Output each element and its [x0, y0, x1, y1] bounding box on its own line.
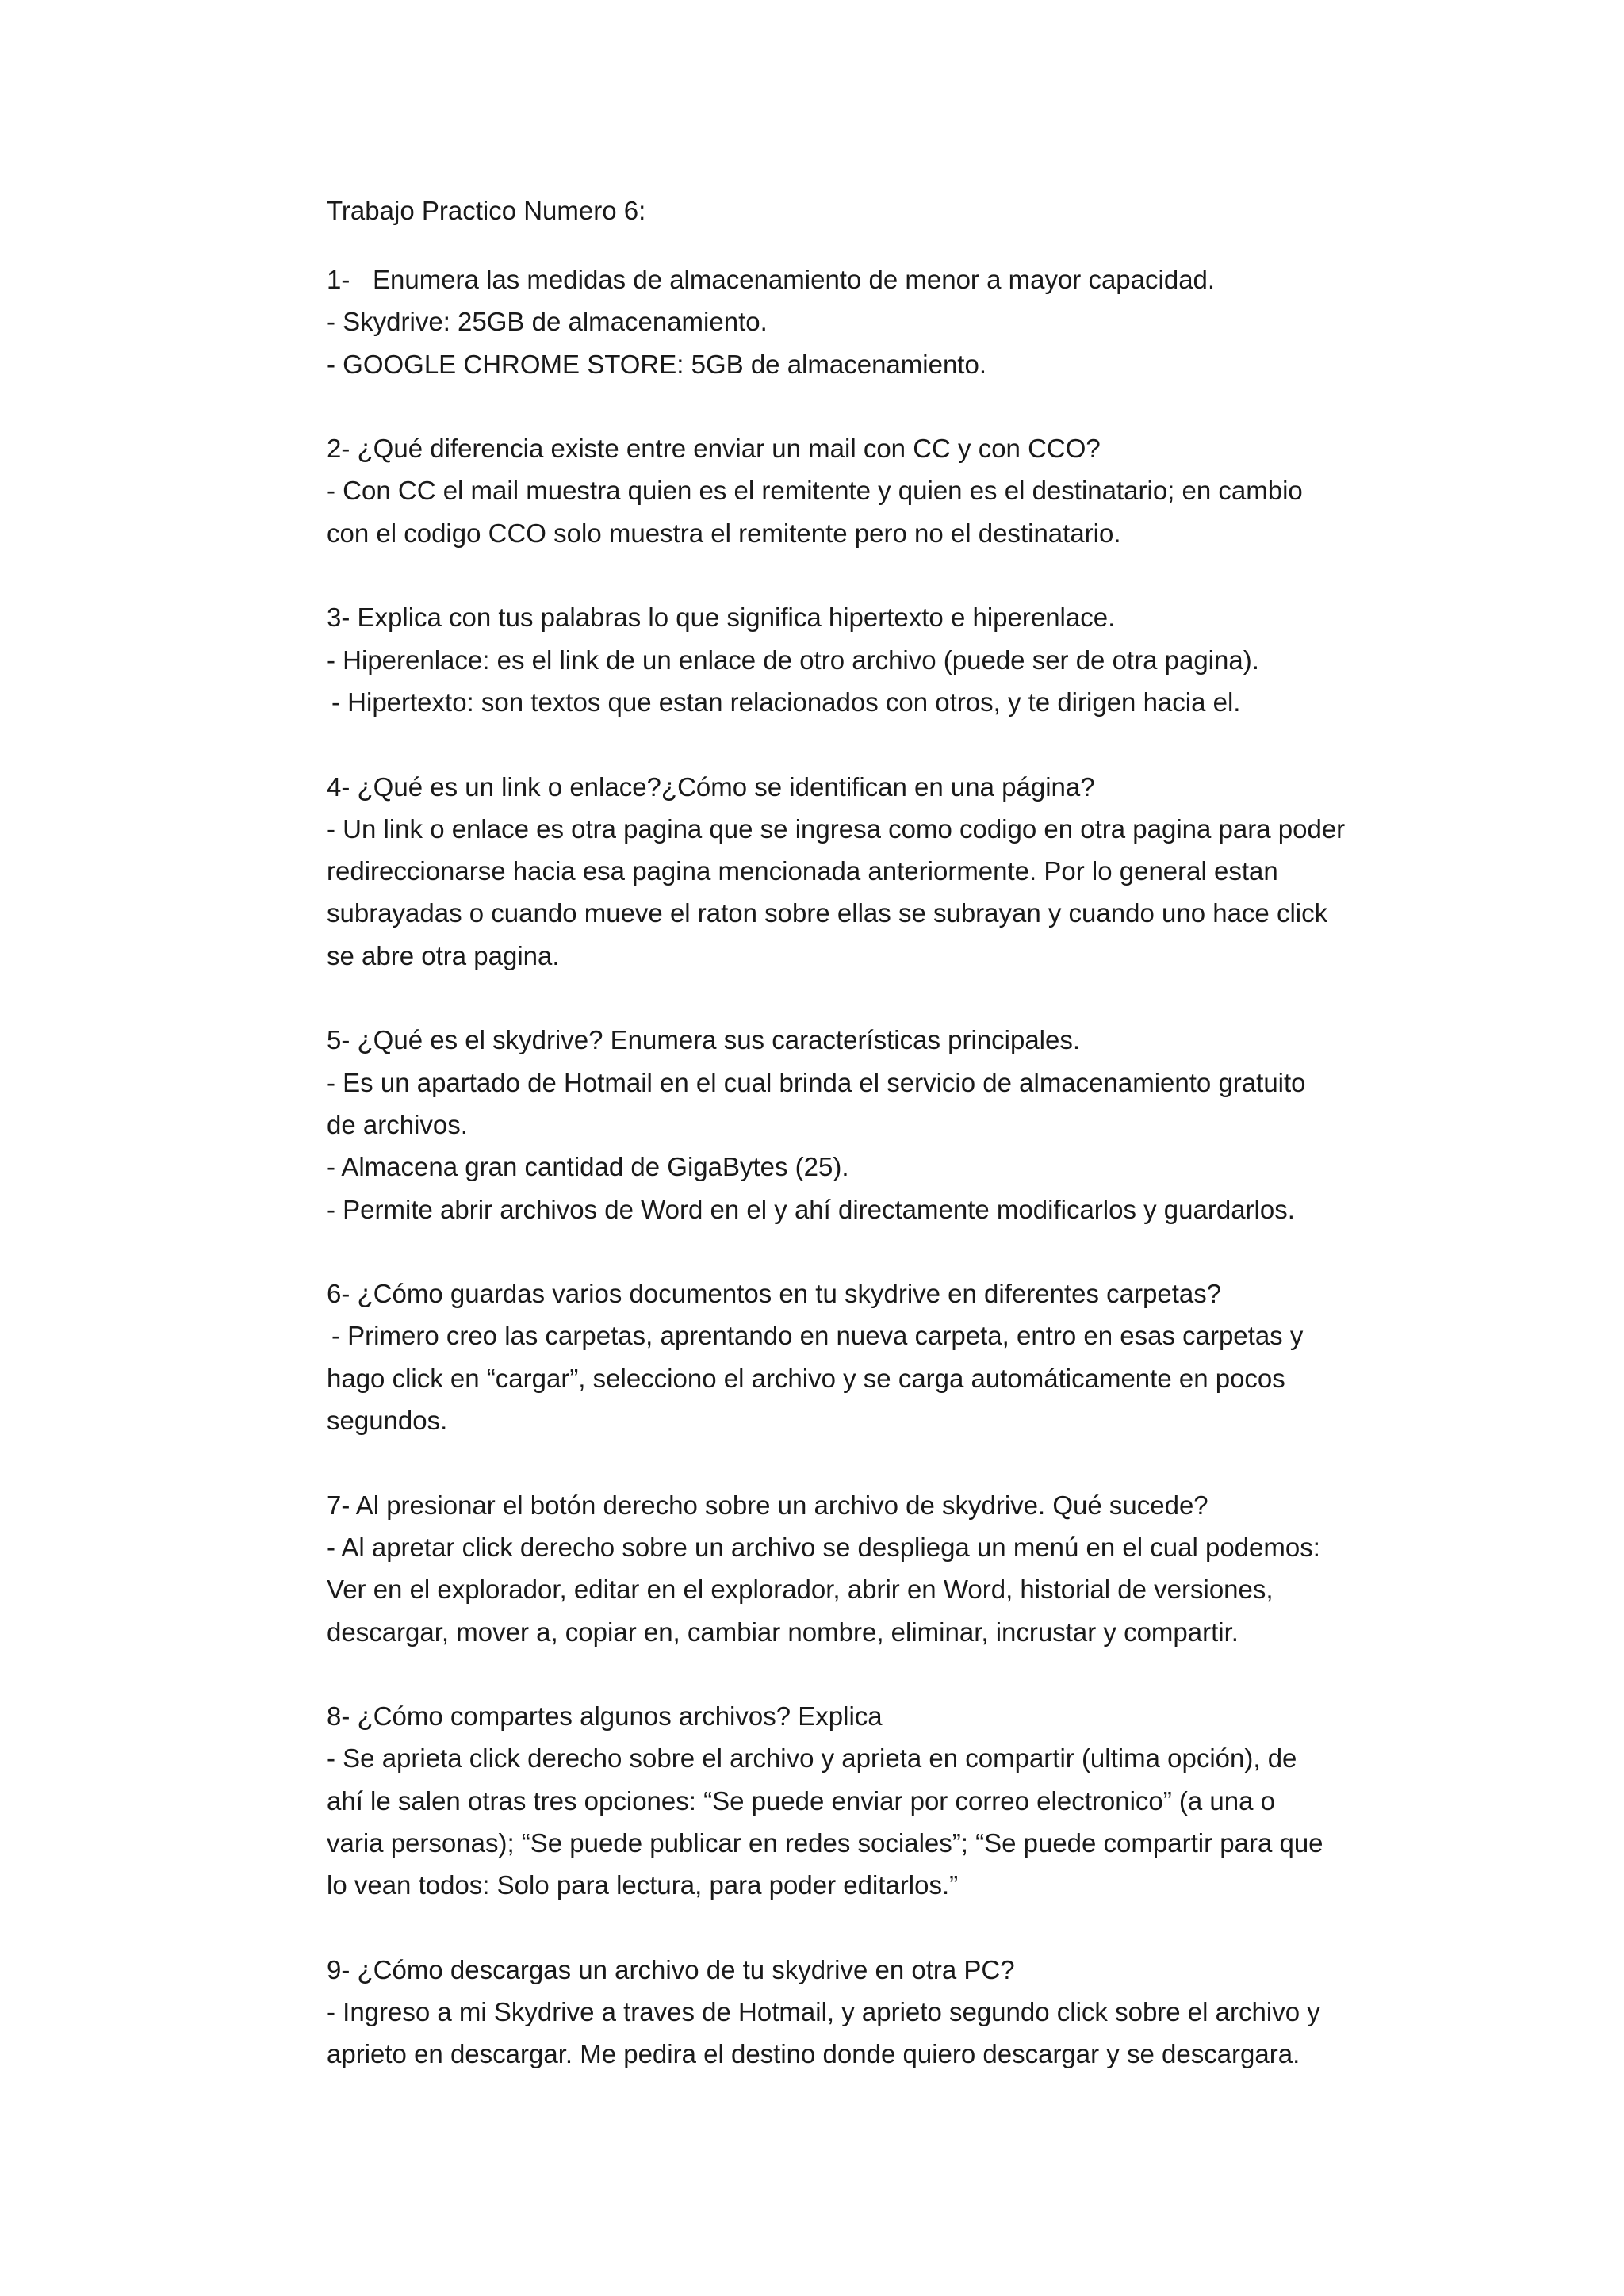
answer-line: hago click en “cargar”, selecciono el archivo y se carga automáticamente en pocos — [327, 1363, 1285, 1393]
paragraph-gap — [327, 554, 1405, 596]
answer-line: segundos. — [327, 1406, 448, 1436]
answer-line: descargar, mover a, copiar en, cambiar nombre, eliminar, incrustar y compartir. — [327, 1617, 1239, 1647]
question-9: 9- ¿Cómo descargas un archivo de tu skydrive en otra PC? — [327, 1954, 1015, 1984]
question-7: 7- Al presionar el botón derecho sobre un archivo de skydrive. Qué sucede? — [327, 1490, 1208, 1520]
answer-line: lo vean todos: Solo para lectura, para poder editarlos.” — [327, 1870, 959, 1900]
answer-line: - Ingreso a mi Skydrive a traves de Hotmail, y aprieto segundo click sobre el archivo y — [327, 1997, 1320, 2027]
document-title: Trabajo Practico Numero 6: — [327, 196, 646, 225]
answer-line: con el codigo CCO solo muestra el remitente pero no el destinatario. — [327, 518, 1121, 548]
question-6: 6- ¿Cómo guardas varios documentos en tu skydrive en diferentes carpetas? — [327, 1279, 1222, 1309]
answer-line: aprieto en descargar. Me pedira el destino donde quiero descargar y se descargara. — [327, 2039, 1300, 2069]
answer-line: - Almacena gran cantidad de GigaBytes (25). — [327, 1152, 849, 1182]
question-5: 5- ¿Qué es el skydrive? Enumera sus características principales. — [327, 1025, 1081, 1055]
question-1-text: Enumera las medidas de almacenamiento de menor a mayor capacidad. — [373, 265, 1216, 294]
answer-line: - Es un apartado de Hotmail en el cual brinda el servicio de almacenamiento gratuito — [327, 1067, 1306, 1097]
document-body — [327, 258, 1405, 2076]
question-1-number: 1- — [327, 265, 350, 294]
question-section-7 — [327, 1484, 1405, 1653]
paragraph-gap — [327, 723, 1405, 765]
answer-line: - Con CC el mail muestra quien es el remitente y quien es el destinatario; en cambio — [327, 476, 1303, 506]
paragraph-gap — [327, 1230, 1405, 1272]
question-section-4 — [327, 766, 1405, 977]
paragraph-gap — [327, 1907, 1405, 1949]
question-section-8 — [327, 1695, 1405, 1906]
answer-line: - Al apretar click derecho sobre un archivo se despliega un menú en el cual podemos: — [327, 1532, 1320, 1562]
paragraph-gap — [327, 977, 1405, 1019]
answer-line: - Primero creo las carpetas, aprentando en nueva carpeta, entro en esas carpetas y — [331, 1321, 1304, 1351]
answer-line: Ver en el explorador, editar en el explorador, abrir en Word, historial de versiones, — [327, 1575, 1274, 1605]
answer-line: - Skydrive: 25GB de almacenamiento. — [327, 307, 768, 337]
paragraph-gap — [327, 1653, 1405, 1695]
answer-line: se abre otra pagina. — [327, 940, 560, 970]
answer-line: - Permite abrir archivos de Word en el y ahí directamente modificarlos y guardarlos. — [327, 1194, 1295, 1224]
question-8: 8- ¿Cómo compartes algunos archivos? Explica — [327, 1701, 883, 1732]
answer-line: ahí le salen otras tres opciones: “Se puede enviar por correo electronico” (a una o — [327, 1785, 1276, 1816]
question-2: 2- ¿Qué diferencia existe entre enviar un mail con CC y con CCO? — [327, 434, 1101, 464]
answer-line: - Se aprieta click derecho sobre el archivo y aprieta en compartir (ultima opción), de — [327, 1743, 1297, 1774]
question-section-5 — [327, 1019, 1405, 1230]
answer-line: varia personas); “Se puede publicar en redes sociales”; “Se puede compartir para que — [327, 1827, 1323, 1858]
answer-line: subrayadas o cuando mueve el raton sobre ellas se subrayan y cuando uno hace click — [327, 898, 1328, 928]
paragraph-gap — [327, 1441, 1405, 1483]
question-section-1 — [327, 258, 1405, 385]
question-section-3 — [327, 596, 1405, 723]
question-section-6 — [327, 1272, 1405, 1441]
answer-line: de archivos. — [327, 1109, 468, 1139]
question-3: 3- Explica con tus palabras lo que significa hipertexto e hiperenlace. — [327, 603, 1116, 633]
answer-line: - Hipertexto: son textos que estan relacionados con otros, y te dirigen hacia el. — [331, 687, 1241, 717]
question-section-9 — [327, 1949, 1405, 2076]
answer-line: redireccionarse hacia esa pagina mencionada anteriormente. Por lo general estan — [327, 856, 1278, 886]
answer-line: - Hiperenlace: es el link de un enlace de otro archivo (puede ser de otra pagina). — [327, 645, 1259, 675]
question-4: 4- ¿Qué es un link o enlace?¿Cómo se identifican en una página? — [327, 771, 1095, 802]
paragraph-gap — [327, 385, 1405, 427]
answer-line: - GOOGLE CHROME STORE: 5GB de almacenamiento. — [327, 349, 986, 379]
answer-line: - Un link o enlace es otra pagina que se ingresa como codigo en otra pagina para poder — [327, 813, 1346, 844]
question-section-2 — [327, 427, 1405, 554]
question-1 — [327, 258, 1405, 300]
